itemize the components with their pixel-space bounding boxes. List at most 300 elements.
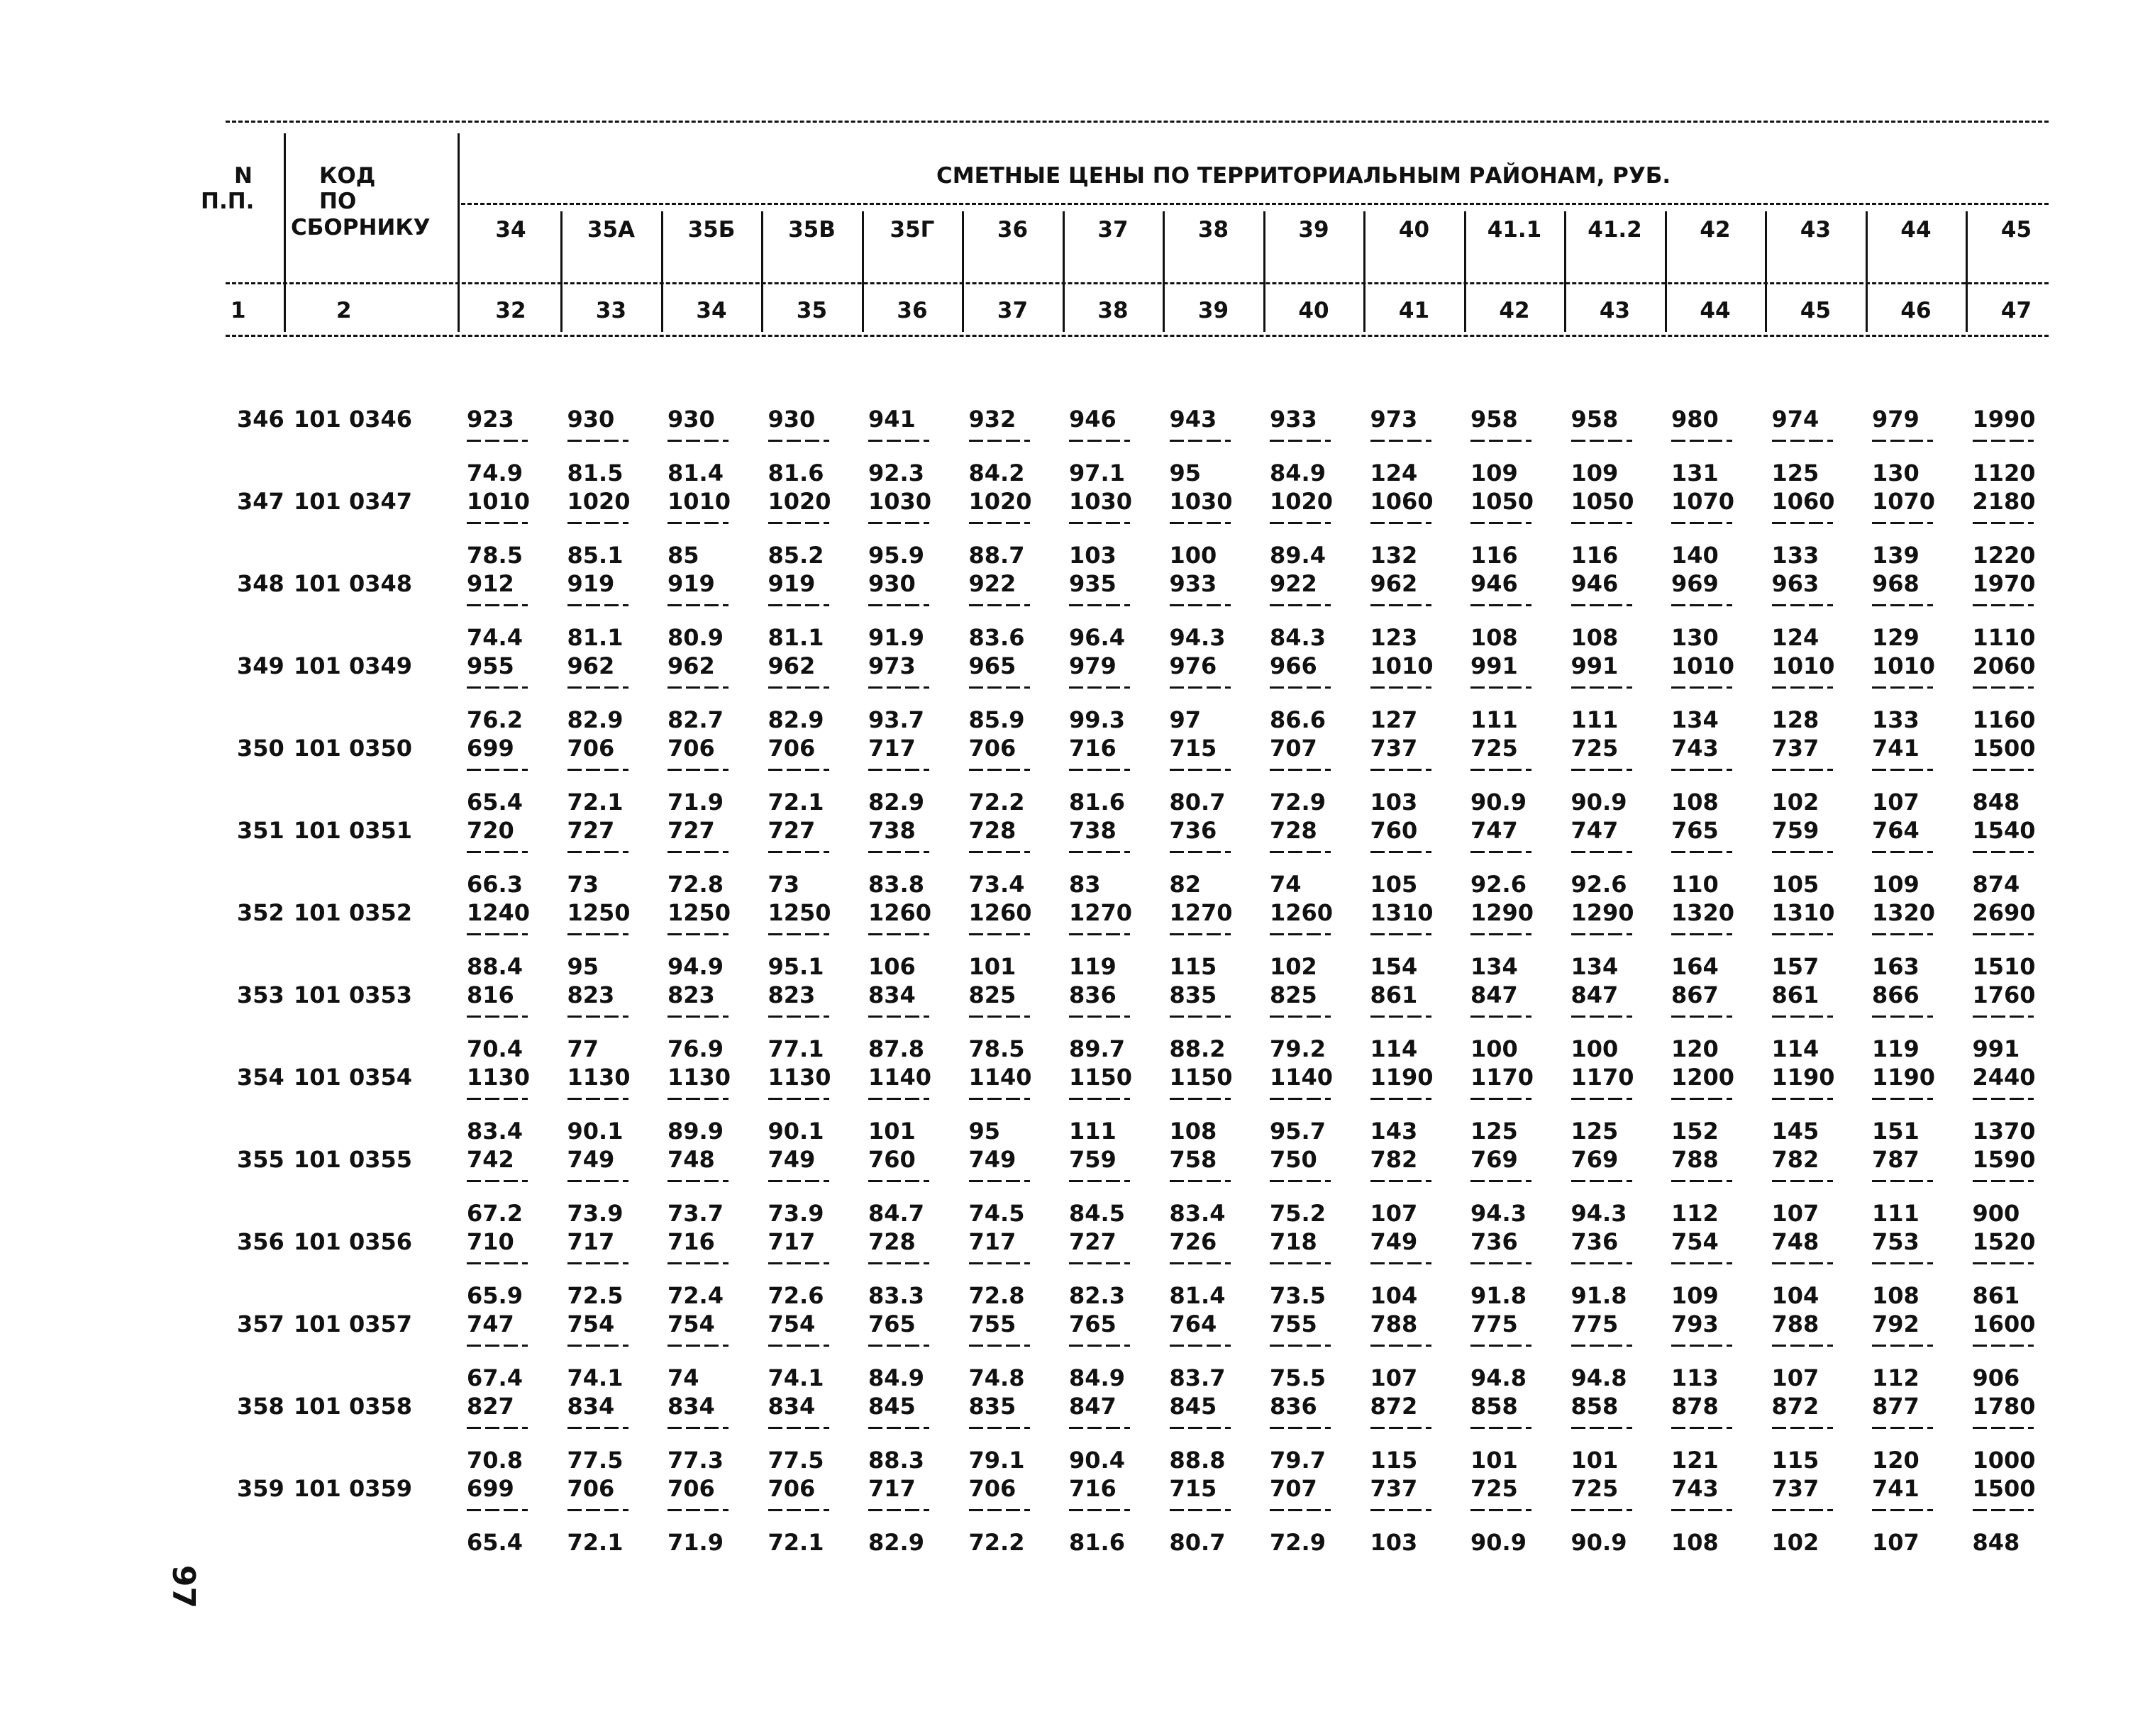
fraction-line xyxy=(1671,933,1732,935)
fraction-line xyxy=(1772,1262,1833,1264)
fraction-line xyxy=(1671,769,1732,771)
fraction-line xyxy=(868,686,929,689)
price-wages: 87.8 xyxy=(868,1035,924,1062)
price-wages: 74.5 xyxy=(968,1200,1025,1227)
fraction-line xyxy=(1470,686,1531,689)
fraction-line xyxy=(1170,686,1231,689)
price-wages: 94.3 xyxy=(1169,624,1226,651)
price-total: 973 xyxy=(1370,406,1418,433)
price-total: 1590 xyxy=(1972,1146,2036,1173)
price-total: 743 xyxy=(1671,1475,1719,1502)
price-total: 782 xyxy=(1370,1146,1418,1173)
price-total: 861 xyxy=(1370,981,1418,1008)
fraction-line xyxy=(1470,1098,1531,1100)
price-wages: 107 xyxy=(1872,1529,1919,1556)
price-total: 933 xyxy=(1270,406,1317,433)
district-divider xyxy=(1765,211,1767,332)
price-total: 749 xyxy=(1370,1228,1418,1255)
row-number: 351 xyxy=(237,817,284,844)
index-header: 46 xyxy=(1900,298,1932,323)
price-wages: 92.3 xyxy=(868,460,924,486)
price-wages: 76.2 xyxy=(467,706,523,733)
price-total: 1140 xyxy=(1270,1064,1334,1091)
price-total: 816 xyxy=(467,981,514,1008)
price-wages: 120 xyxy=(1671,1035,1719,1062)
district-header: 41.1 xyxy=(1487,217,1542,243)
price-total: 1190 xyxy=(1370,1064,1434,1091)
price-total: 835 xyxy=(968,1393,1016,1420)
fraction-line xyxy=(969,686,1030,689)
price-total: 1020 xyxy=(567,488,631,515)
fraction-line xyxy=(768,1427,829,1429)
price-total: 782 xyxy=(1771,1146,1819,1173)
row-code: 101 0346 xyxy=(294,406,412,433)
fraction-line xyxy=(1973,604,2034,606)
price-total: 727 xyxy=(667,817,715,844)
price-wages: 108 xyxy=(1671,789,1719,816)
col-divider-2 xyxy=(458,133,460,332)
price-total: 716 xyxy=(1069,1475,1117,1502)
col-n-header-1: N xyxy=(234,163,253,189)
price-wages: 124 xyxy=(1771,624,1819,651)
price-total: 1260 xyxy=(868,899,932,926)
price-wages: 82.9 xyxy=(868,789,924,816)
fraction-line xyxy=(667,851,729,853)
price-total: 769 xyxy=(1570,1146,1619,1173)
fraction-line xyxy=(1170,1427,1231,1429)
fraction-line xyxy=(1170,522,1231,524)
fraction-line xyxy=(1170,851,1231,853)
price-total: 748 xyxy=(1771,1228,1819,1255)
fraction-line xyxy=(1470,1427,1531,1429)
price-wages: 78.5 xyxy=(467,542,523,569)
price-wages: 1000 xyxy=(1972,1447,2036,1474)
price-wages: 139 xyxy=(1872,542,1919,569)
price-total: 1030 xyxy=(1069,488,1133,515)
price-total: 1130 xyxy=(667,1064,731,1091)
fraction-line xyxy=(1973,1427,2034,1429)
price-wages: 112 xyxy=(1671,1200,1719,1227)
fraction-line xyxy=(1571,851,1632,853)
price-wages: 97 xyxy=(1169,706,1202,733)
price-total: 717 xyxy=(567,1228,615,1255)
price-wages: 108 xyxy=(1671,1529,1719,1556)
row-code: 101 0353 xyxy=(294,981,412,1008)
price-total: 1010 xyxy=(467,488,531,515)
price-total: 861 xyxy=(1771,981,1819,1008)
fraction-line xyxy=(1270,1427,1331,1429)
price-wages: 94.3 xyxy=(1470,1200,1527,1227)
fraction-line xyxy=(1671,1509,1732,1511)
fraction-line xyxy=(567,1262,628,1264)
district-header: 35В xyxy=(788,217,836,243)
price-total: 788 xyxy=(1771,1311,1819,1337)
district-header: 34 xyxy=(495,217,526,243)
price-wages: 121 xyxy=(1671,1447,1719,1474)
price-wages: 72.8 xyxy=(667,871,724,898)
price-wages: 154 xyxy=(1370,953,1418,980)
price-wages: 85.2 xyxy=(768,542,824,569)
price-wages: 125 xyxy=(1570,1118,1619,1145)
fraction-line xyxy=(768,1345,829,1347)
price-wages: 92.6 xyxy=(1470,871,1527,898)
price-total: 2690 xyxy=(1972,899,2036,926)
price-wages: 113 xyxy=(1671,1364,1719,1391)
price-total: 922 xyxy=(968,570,1016,597)
price-total: 760 xyxy=(868,1146,916,1173)
fraction-line xyxy=(1671,1016,1732,1018)
fraction-line xyxy=(667,1509,729,1511)
price-total: 1970 xyxy=(1972,570,2036,597)
price-total: 792 xyxy=(1872,1311,1919,1337)
price-wages: 90.9 xyxy=(1570,1529,1627,1556)
price-wages: 109 xyxy=(1671,1282,1719,1309)
price-total: 823 xyxy=(667,981,715,1008)
fraction-line xyxy=(1571,1509,1632,1511)
fraction-line xyxy=(1370,769,1431,771)
fraction-line xyxy=(567,686,628,689)
price-wages: 152 xyxy=(1671,1118,1719,1145)
price-wages: 107 xyxy=(1370,1364,1418,1391)
index-header: 35 xyxy=(796,298,828,323)
price-wages: 130 xyxy=(1872,460,1919,486)
row-number: 349 xyxy=(237,652,284,679)
fraction-line xyxy=(1872,769,1933,771)
price-wages: 90.9 xyxy=(1570,789,1627,816)
fraction-line xyxy=(1270,1509,1331,1511)
fraction-line xyxy=(1270,440,1331,442)
index-header: 37 xyxy=(997,298,1029,323)
fraction-line xyxy=(567,604,628,606)
fraction-line xyxy=(1170,604,1231,606)
price-total: 946 xyxy=(1470,570,1518,597)
price-total: 717 xyxy=(868,1475,916,1502)
price-wages: 96.4 xyxy=(1069,624,1125,651)
fraction-line xyxy=(667,933,729,935)
price-total: 919 xyxy=(768,570,816,597)
price-total: 2060 xyxy=(1972,652,2036,679)
price-wages: 108 xyxy=(1872,1282,1919,1309)
fraction-line xyxy=(1872,604,1933,606)
fraction-line xyxy=(1170,1262,1231,1264)
price-wages: 125 xyxy=(1470,1118,1518,1145)
price-wages: 108 xyxy=(1470,624,1518,651)
fraction-line xyxy=(868,1180,929,1182)
fraction-line xyxy=(868,1016,929,1018)
price-wages: 102 xyxy=(1270,953,1317,980)
price-wages: 94.8 xyxy=(1470,1364,1527,1391)
fraction-line xyxy=(1470,1262,1531,1264)
price-wages: 124 xyxy=(1370,460,1418,486)
price-wages: 134 xyxy=(1671,706,1719,733)
fraction-line xyxy=(1973,1262,2034,1264)
fraction-line xyxy=(1671,1427,1732,1429)
price-wages: 73 xyxy=(567,871,599,898)
price-total: 788 xyxy=(1370,1311,1418,1337)
district-header: 37 xyxy=(1097,217,1129,243)
fraction-line xyxy=(1370,1345,1431,1347)
price-wages: 143 xyxy=(1370,1118,1418,1145)
price-wages: 151 xyxy=(1872,1118,1919,1145)
price-total: 1190 xyxy=(1872,1064,1936,1091)
fraction-line xyxy=(1973,686,2034,689)
price-wages: 72.1 xyxy=(768,789,824,816)
fraction-line xyxy=(1872,1427,1933,1429)
fraction-line xyxy=(667,440,729,442)
price-total: 1150 xyxy=(1169,1064,1233,1091)
fraction-line xyxy=(1571,522,1632,524)
fraction-line xyxy=(768,1509,829,1511)
fraction-line xyxy=(667,1345,729,1347)
price-total: 1150 xyxy=(1069,1064,1133,1091)
price-total: 715 xyxy=(1169,735,1217,762)
fraction-line xyxy=(1571,1016,1632,1018)
price-wages: 90.4 xyxy=(1069,1447,1125,1474)
price-wages: 109 xyxy=(1570,460,1619,486)
price-wages: 111 xyxy=(1872,1200,1919,1227)
price-total: 738 xyxy=(1069,817,1117,844)
price-total: 749 xyxy=(567,1146,615,1173)
index-header: 38 xyxy=(1097,298,1129,323)
price-wages: 90.1 xyxy=(567,1118,624,1145)
index-rule xyxy=(226,282,2049,284)
price-wages: 106 xyxy=(868,953,916,980)
row-code: 101 0359 xyxy=(294,1475,412,1502)
fraction-line xyxy=(969,1098,1030,1100)
fraction-line xyxy=(667,604,729,606)
price-wages: 65.9 xyxy=(467,1282,523,1309)
price-total: 788 xyxy=(1671,1146,1719,1173)
fraction-line xyxy=(1370,851,1431,853)
col-code-header-1: КОД xyxy=(319,163,376,189)
price-total: 1780 xyxy=(1972,1393,2036,1420)
price-wages: 72.6 xyxy=(768,1282,824,1309)
price-total: 769 xyxy=(1470,1146,1518,1173)
price-total: 764 xyxy=(1872,817,1919,844)
fraction-line xyxy=(1470,1180,1531,1182)
price-total: 867 xyxy=(1671,981,1719,1008)
price-total: 760 xyxy=(1370,817,1418,844)
district-header: 35Б xyxy=(687,217,736,243)
price-wages: 71.9 xyxy=(667,1529,724,1556)
fraction-line xyxy=(1270,522,1331,524)
price-total: 963 xyxy=(1771,570,1819,597)
price-total: 835 xyxy=(1169,981,1217,1008)
district-header: 44 xyxy=(1900,217,1932,243)
price-wages: 109 xyxy=(1872,871,1919,898)
price-total: 755 xyxy=(968,1311,1016,1337)
price-total: 930 xyxy=(567,406,615,433)
fraction-line xyxy=(969,604,1030,606)
price-total: 1200 xyxy=(1671,1064,1735,1091)
price-wages: 104 xyxy=(1370,1282,1418,1309)
price-wages: 140 xyxy=(1671,542,1719,569)
price-wages: 861 xyxy=(1972,1282,2020,1309)
fraction-line xyxy=(567,851,628,853)
col-divider-1 xyxy=(284,133,286,332)
row-code: 101 0354 xyxy=(294,1064,412,1091)
fraction-line xyxy=(1973,1345,2034,1347)
fraction-line xyxy=(1370,1509,1431,1511)
row-number: 346 xyxy=(237,406,284,433)
district-divider xyxy=(1063,211,1065,332)
price-total: 706 xyxy=(768,735,816,762)
index-header: 32 xyxy=(495,298,526,323)
fraction-line xyxy=(667,686,729,689)
price-wages: 88.3 xyxy=(868,1447,924,1474)
fraction-line xyxy=(1872,1180,1933,1182)
price-total: 946 xyxy=(1069,406,1117,433)
price-wages: 74.8 xyxy=(968,1364,1025,1391)
district-header: 38 xyxy=(1197,217,1229,243)
district-header: 42 xyxy=(1700,217,1731,243)
price-wages: 90.1 xyxy=(768,1118,824,1145)
price-wages: 77.5 xyxy=(567,1447,624,1474)
fraction-line xyxy=(1973,933,2034,935)
fraction-line xyxy=(1872,851,1933,853)
price-total: 718 xyxy=(1270,1228,1317,1255)
price-wages: 95 xyxy=(567,953,599,980)
district-header: 35А xyxy=(587,217,636,243)
price-total: 1020 xyxy=(968,488,1032,515)
price-wages: 67.4 xyxy=(467,1364,523,1391)
price-wages: 102 xyxy=(1771,1529,1819,1556)
price-wages: 1160 xyxy=(1972,706,2036,733)
price-total: 1170 xyxy=(1470,1064,1534,1091)
price-total: 1010 xyxy=(667,488,731,515)
fraction-line xyxy=(1069,440,1130,442)
fraction-line xyxy=(1973,522,2034,524)
price-total: 738 xyxy=(868,817,916,844)
fraction-line xyxy=(467,1345,528,1347)
price-total: 1600 xyxy=(1972,1311,2036,1337)
fraction-line xyxy=(1370,440,1431,442)
price-wages: 134 xyxy=(1570,953,1619,980)
fraction-line xyxy=(1069,1345,1130,1347)
row-number: 348 xyxy=(237,570,284,597)
price-total: 765 xyxy=(868,1311,916,1337)
price-total: 858 xyxy=(1470,1393,1518,1420)
price-wages: 88.4 xyxy=(467,953,523,980)
row-number: 358 xyxy=(237,1393,284,1420)
price-total: 872 xyxy=(1771,1393,1819,1420)
fraction-line xyxy=(1270,604,1331,606)
fraction-line xyxy=(1571,1427,1632,1429)
district-divider xyxy=(560,211,563,332)
price-wages: 101 xyxy=(868,1118,916,1145)
price-total: 1020 xyxy=(768,488,831,515)
fraction-line xyxy=(969,1016,1030,1018)
fraction-line xyxy=(868,769,929,771)
price-total: 707 xyxy=(1270,735,1317,762)
fraction-line xyxy=(467,1180,528,1182)
price-total: 737 xyxy=(1771,1475,1819,1502)
fraction-line xyxy=(1772,686,1833,689)
fraction-line xyxy=(1973,1016,2034,1018)
price-wages: 101 xyxy=(1470,1447,1518,1474)
fraction-line xyxy=(567,769,628,771)
fraction-line xyxy=(667,769,729,771)
price-total: 858 xyxy=(1570,1393,1619,1420)
fraction-line xyxy=(768,933,829,935)
fraction-line xyxy=(1671,1262,1732,1264)
price-total: 922 xyxy=(1270,570,1317,597)
price-total: 958 xyxy=(1570,406,1619,433)
fraction-line xyxy=(768,686,829,689)
fraction-line xyxy=(1270,1016,1331,1018)
price-total: 755 xyxy=(1270,1311,1317,1337)
row-code: 101 0352 xyxy=(294,899,412,926)
price-total: 834 xyxy=(868,981,916,1008)
district-divider xyxy=(1163,211,1165,332)
fraction-line xyxy=(868,604,929,606)
fraction-line xyxy=(1772,1509,1833,1511)
price-total: 1760 xyxy=(1972,981,2036,1008)
price-wages: 89.4 xyxy=(1270,542,1326,569)
price-wages: 79.2 xyxy=(1270,1035,1326,1062)
fraction-line xyxy=(1571,604,1632,606)
price-wages: 81.6 xyxy=(1069,1529,1125,1556)
price-wages: 130 xyxy=(1671,624,1719,651)
price-total: 1030 xyxy=(868,488,932,515)
price-wages: 83.6 xyxy=(968,624,1025,651)
district-divider xyxy=(1866,211,1868,332)
price-total: 2440 xyxy=(1972,1064,2036,1091)
fraction-line xyxy=(1973,1180,2034,1182)
fraction-line xyxy=(1270,1345,1331,1347)
fraction-line xyxy=(1069,851,1130,853)
price-wages: 77.5 xyxy=(768,1447,824,1474)
price-total: 754 xyxy=(768,1311,816,1337)
price-wages: 115 xyxy=(1370,1447,1418,1474)
fraction-line xyxy=(667,1016,729,1018)
fraction-line xyxy=(1170,1098,1231,1100)
fraction-line xyxy=(868,1509,929,1511)
fraction-line xyxy=(1872,933,1933,935)
price-wages: 82.9 xyxy=(768,706,824,733)
price-total: 741 xyxy=(1872,1475,1919,1502)
price-total: 847 xyxy=(1470,981,1518,1008)
price-total: 765 xyxy=(1069,1311,1117,1337)
fraction-line xyxy=(1270,1262,1331,1264)
price-total: 919 xyxy=(667,570,715,597)
fraction-line xyxy=(868,933,929,935)
price-wages: 73.5 xyxy=(1270,1282,1326,1309)
price-total: 706 xyxy=(667,735,715,762)
fraction-line xyxy=(1973,851,2034,853)
price-total: 727 xyxy=(1069,1228,1117,1255)
price-wages: 95 xyxy=(968,1118,1001,1145)
price-total: 1290 xyxy=(1570,899,1634,926)
price-wages: 95.1 xyxy=(768,953,824,980)
price-wages: 74.1 xyxy=(768,1364,824,1391)
row-code: 101 0349 xyxy=(294,652,412,679)
price-total: 825 xyxy=(1270,981,1317,1008)
fraction-line xyxy=(467,933,528,935)
price-wages: 82.7 xyxy=(667,706,724,733)
price-wages: 119 xyxy=(1872,1035,1919,1062)
index-header: 33 xyxy=(595,298,627,323)
fraction-line xyxy=(1772,933,1833,935)
fraction-line xyxy=(567,440,628,442)
index-col-2: 2 xyxy=(336,298,352,323)
price-total: 720 xyxy=(467,817,514,844)
price-total: 834 xyxy=(567,1393,615,1420)
price-total: 935 xyxy=(1069,570,1117,597)
price-total: 1060 xyxy=(1370,488,1434,515)
price-total: 912 xyxy=(467,570,514,597)
fraction-line xyxy=(1370,686,1431,689)
